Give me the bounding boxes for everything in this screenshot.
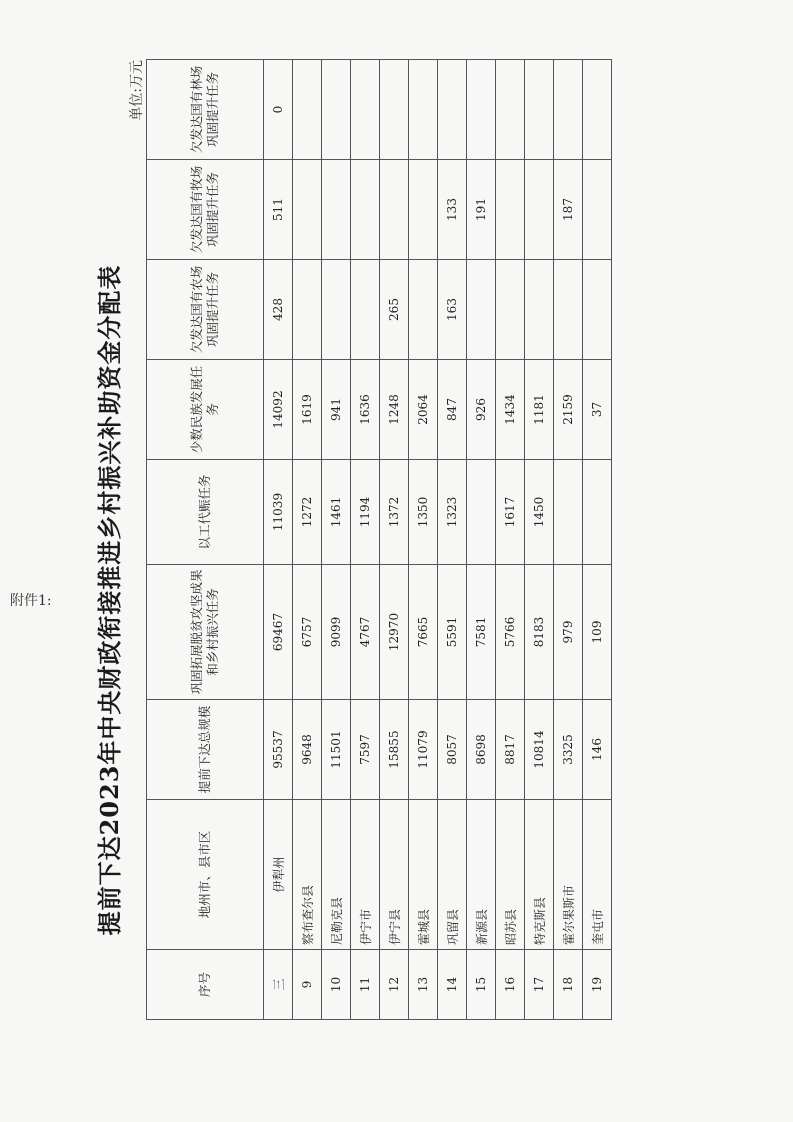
amount-cell bbox=[409, 260, 438, 360]
amount-cell: 4767 bbox=[351, 565, 380, 700]
amount-cell: 9648 bbox=[293, 700, 322, 800]
amount-cell bbox=[583, 60, 612, 160]
amount-cell bbox=[322, 60, 351, 160]
table-row bbox=[467, 60, 496, 1020]
column-header: 欠发达国有林场巩固提升任务 bbox=[147, 60, 264, 160]
amount-cell bbox=[467, 460, 496, 565]
amount-cell bbox=[496, 160, 525, 260]
amount-cell: 11079 bbox=[409, 700, 438, 800]
table-row bbox=[409, 60, 438, 1020]
row-number-cell: 19 bbox=[583, 950, 612, 1020]
amount-cell: 11501 bbox=[322, 700, 351, 800]
row-number-cell: 14 bbox=[438, 950, 467, 1020]
amount-cell: 187 bbox=[554, 160, 583, 260]
table-row bbox=[380, 60, 409, 1020]
amount-cell bbox=[554, 60, 583, 160]
amount-cell: 191 bbox=[467, 160, 496, 260]
amount-cell bbox=[496, 260, 525, 360]
amount-cell bbox=[525, 160, 554, 260]
amount-cell: 1194 bbox=[351, 460, 380, 565]
table-row bbox=[554, 60, 583, 1020]
amount-cell bbox=[322, 160, 351, 260]
table-row bbox=[525, 60, 554, 1020]
amount-cell: 95537 bbox=[264, 700, 293, 800]
region-name-cell: 新源县 bbox=[467, 800, 496, 950]
row-number-cell: 11 bbox=[351, 950, 380, 1020]
amount-cell bbox=[380, 160, 409, 260]
amount-cell bbox=[467, 60, 496, 160]
region-name-cell: 霍尔果斯市 bbox=[554, 800, 583, 950]
region-name-cell: 伊宁市 bbox=[351, 800, 380, 950]
row-number-cell: 16 bbox=[496, 950, 525, 1020]
amount-cell: 9099 bbox=[322, 565, 351, 700]
column-header: 欠发达国有农场巩固提升任务 bbox=[147, 260, 264, 360]
amount-cell bbox=[438, 60, 467, 160]
region-name-cell: 伊犁州 bbox=[264, 800, 293, 950]
amount-cell bbox=[293, 260, 322, 360]
table-row bbox=[438, 60, 467, 1020]
column-header: 序号 bbox=[147, 950, 264, 1020]
amount-cell bbox=[583, 460, 612, 565]
column-header: 提前下达总规模 bbox=[147, 700, 264, 800]
amount-cell: 1248 bbox=[380, 360, 409, 460]
amount-cell bbox=[583, 160, 612, 260]
row-number-cell: 10 bbox=[322, 950, 351, 1020]
amount-cell: 8183 bbox=[525, 565, 554, 700]
amount-cell bbox=[525, 60, 554, 160]
amount-cell: 926 bbox=[467, 360, 496, 460]
amount-cell: 37 bbox=[583, 360, 612, 460]
amount-cell: 941 bbox=[322, 360, 351, 460]
unit-label: 单位:万元 bbox=[129, 60, 145, 121]
amount-cell bbox=[351, 160, 380, 260]
column-header: 欠发达国有牧场巩固提升任务 bbox=[147, 160, 264, 260]
amount-cell: 1619 bbox=[293, 360, 322, 460]
amount-cell: 1323 bbox=[438, 460, 467, 565]
column-header: 少数民族发展任务 bbox=[147, 360, 264, 460]
amount-cell: 2064 bbox=[409, 360, 438, 460]
document-title: 提前下达2023年中央财政衔接推进乡村振兴补助资金分配表 bbox=[95, 264, 124, 936]
column-header: 巩固拓展脱贫攻坚成果和乡村振兴任务 bbox=[147, 565, 264, 700]
amount-cell: 133 bbox=[438, 160, 467, 260]
amount-cell: 428 bbox=[264, 260, 293, 360]
amount-cell: 511 bbox=[264, 160, 293, 260]
amount-cell: 1617 bbox=[496, 460, 525, 565]
row-number-cell: 三 bbox=[264, 950, 293, 1020]
amount-cell: 7597 bbox=[351, 700, 380, 800]
amount-cell bbox=[293, 160, 322, 260]
row-number-cell: 9 bbox=[293, 950, 322, 1020]
amount-cell bbox=[409, 160, 438, 260]
table-row bbox=[351, 60, 380, 1020]
table-row bbox=[264, 60, 293, 1020]
amount-cell: 11039 bbox=[264, 460, 293, 565]
amount-cell: 7665 bbox=[409, 565, 438, 700]
amount-cell: 1181 bbox=[525, 360, 554, 460]
amount-cell bbox=[467, 260, 496, 360]
amount-cell: 10814 bbox=[525, 700, 554, 800]
amount-cell: 69467 bbox=[264, 565, 293, 700]
amount-cell: 3325 bbox=[554, 700, 583, 800]
amount-cell: 6757 bbox=[293, 565, 322, 700]
amount-cell: 1350 bbox=[409, 460, 438, 565]
amount-cell bbox=[322, 260, 351, 360]
amount-cell: 265 bbox=[380, 260, 409, 360]
amount-cell bbox=[409, 60, 438, 160]
region-name-cell: 伊宁县 bbox=[380, 800, 409, 950]
region-name-cell: 奎屯市 bbox=[583, 800, 612, 950]
table-body bbox=[264, 60, 612, 1020]
row-number-cell: 13 bbox=[409, 950, 438, 1020]
amount-cell: 14092 bbox=[264, 360, 293, 460]
table-row bbox=[583, 60, 612, 1020]
region-name-cell: 昭苏县 bbox=[496, 800, 525, 950]
amount-cell: 12970 bbox=[380, 565, 409, 700]
amount-cell: 146 bbox=[583, 700, 612, 800]
region-name-cell: 巩留县 bbox=[438, 800, 467, 950]
amount-cell: 1434 bbox=[496, 360, 525, 460]
amount-cell: 8698 bbox=[467, 700, 496, 800]
column-header: 地州市、县市区 bbox=[147, 800, 264, 950]
amount-cell: 1461 bbox=[322, 460, 351, 565]
amount-cell: 5766 bbox=[496, 565, 525, 700]
amount-cell: 8817 bbox=[496, 700, 525, 800]
table-row bbox=[496, 60, 525, 1020]
row-number-cell: 12 bbox=[380, 950, 409, 1020]
amount-cell: 1636 bbox=[351, 360, 380, 460]
amount-cell bbox=[380, 60, 409, 160]
amount-cell bbox=[554, 460, 583, 565]
amount-cell: 2159 bbox=[554, 360, 583, 460]
table-row bbox=[322, 60, 351, 1020]
amount-cell: 979 bbox=[554, 565, 583, 700]
rotated-content bbox=[90, 60, 710, 1080]
amount-cell bbox=[496, 60, 525, 160]
region-name-cell: 霍城县 bbox=[409, 800, 438, 950]
amount-cell bbox=[351, 60, 380, 160]
region-name-cell: 尼勒克县 bbox=[322, 800, 351, 950]
amount-cell: 847 bbox=[438, 360, 467, 460]
amount-cell: 5591 bbox=[438, 565, 467, 700]
attachment-label: 附件1: bbox=[10, 593, 52, 609]
amount-cell: 163 bbox=[438, 260, 467, 360]
amount-cell: 1372 bbox=[380, 460, 409, 565]
table-row bbox=[293, 60, 322, 1020]
row-number-cell: 17 bbox=[525, 950, 554, 1020]
amount-cell: 0 bbox=[264, 60, 293, 160]
row-number-cell: 15 bbox=[467, 950, 496, 1020]
amount-cell: 7581 bbox=[467, 565, 496, 700]
amount-cell: 1272 bbox=[293, 460, 322, 565]
region-name-cell: 察布查尔县 bbox=[293, 800, 322, 950]
amount-cell bbox=[293, 60, 322, 160]
table-header-row bbox=[147, 60, 264, 1020]
amount-cell: 1450 bbox=[525, 460, 554, 565]
amount-cell: 8057 bbox=[438, 700, 467, 800]
amount-cell bbox=[583, 260, 612, 360]
allocation-table bbox=[146, 59, 612, 1020]
region-name-cell: 特克斯县 bbox=[525, 800, 554, 950]
amount-cell: 15855 bbox=[380, 700, 409, 800]
amount-cell bbox=[554, 260, 583, 360]
row-number-cell: 18 bbox=[554, 950, 583, 1020]
amount-cell: 109 bbox=[583, 565, 612, 700]
amount-cell bbox=[525, 260, 554, 360]
amount-cell bbox=[351, 260, 380, 360]
column-header: 以工代赈任务 bbox=[147, 460, 264, 565]
